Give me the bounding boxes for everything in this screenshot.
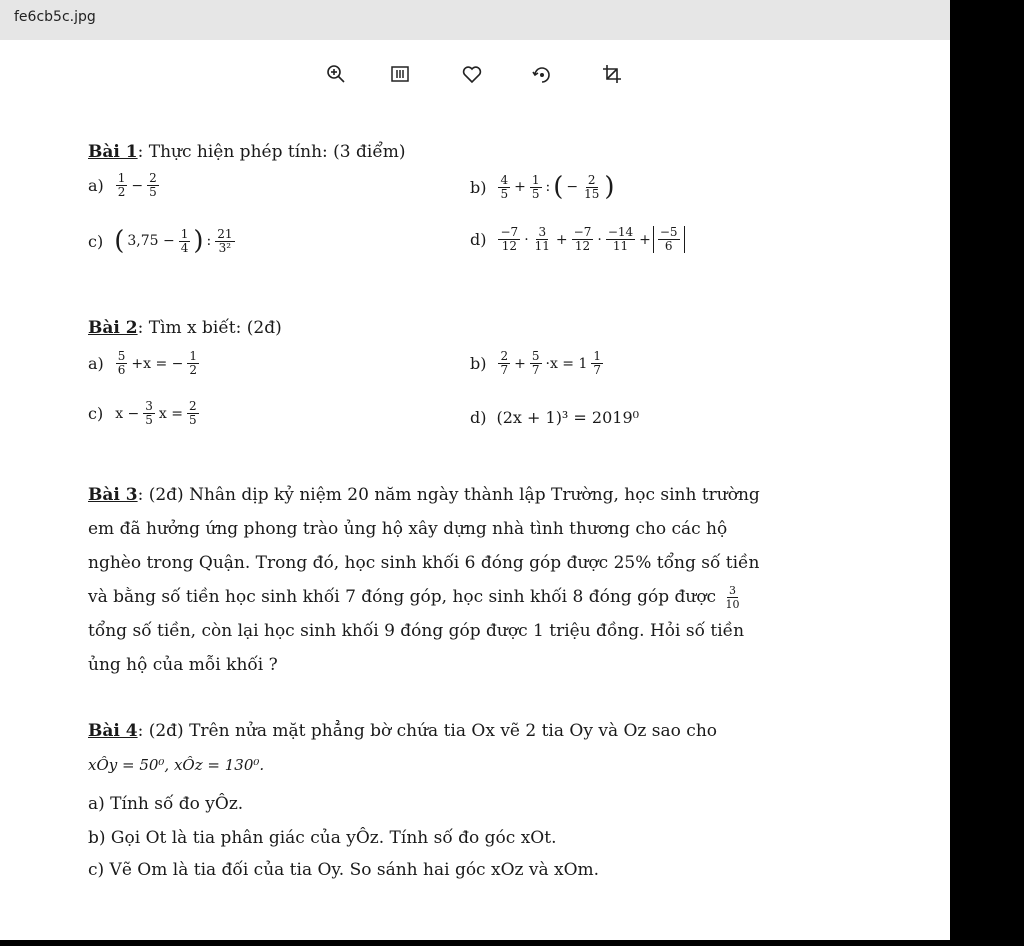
bai4-c: c) Vẽ Om là tia đối của tia Oy. So sánh hai góc xOz và xOm. bbox=[88, 860, 600, 880]
bai1-d: d) $\frac{-7}{12}$ · $\frac{3}{11}$ + $\frac{-7}{12}$ · $\frac{-14}{11}$ + $\frac{-5}{6}$ bbox=[470, 226, 685, 253]
crop-button[interactable] bbox=[594, 56, 630, 92]
bai2-c: c) x − $\frac{3}{5}$ x = $\frac{2}{5}$ bbox=[88, 399, 197, 427]
zoom-in-icon bbox=[324, 62, 348, 86]
bai1-b: b) $\frac{4}{5}$ + $\frac{1}{5}$ : ( − $\frac{2}{15}$ ) bbox=[470, 172, 615, 202]
crop-icon bbox=[600, 62, 624, 86]
heart-icon bbox=[460, 62, 484, 86]
favorite-button[interactable] bbox=[454, 56, 490, 92]
slideshow-button[interactable] bbox=[382, 56, 418, 92]
viewer-toolbar bbox=[318, 56, 638, 92]
bai1-c: c) ( 3,75 − $\frac{1}{4}$ ) : $\frac{21}{\text{3²}}$ bbox=[88, 226, 233, 256]
bai3-paragraph: Bài 3: (2đ) Nhân dịp kỷ niệm 20 năm ngày thành lập Trường, học sinh trường em đã hưởng ứng phong trào ủng hộ xây dựng nhà tình thương cho các hộ nghèo trong Quận. Trong đó, học sinh khối 6 đóng góp được 25% tổng số tiền và bằng số tiền học sinh khối 7 đóng góp, học sinh khối 8 đóng góp được $\frac{3}{10}$ tổng số tiền, còn lại học sinh khối 9 đóng góp được 1 triệu đồng. Hỏi số tiền ủng hộ của mỗi khối ? bbox=[88, 485, 760, 675]
rotate-button[interactable] bbox=[524, 56, 560, 92]
bai2-a: a) $\frac{5}{6}$ +x = − $\frac{1}{2}$ bbox=[88, 349, 198, 377]
bai2-heading: Bài 2: Tìm x biết: (2đ) bbox=[88, 318, 282, 338]
bai2-b: b) $\frac{2}{7}$ + $\frac{5}{7}$ ·x = 1 $\frac{1}{7}$ bbox=[470, 349, 602, 377]
bai4-b: b) Gọi Ot là tia phân giác của yÔz. Tính số đo góc xOt. bbox=[88, 828, 557, 848]
zoom-button[interactable] bbox=[318, 56, 354, 92]
bai1-heading: Bài 1: Thực hiện phép tính: (3 điểm) bbox=[88, 142, 406, 162]
title-bar[interactable] bbox=[0, 0, 950, 40]
bai4-a: a) Tính số đo yÔz. bbox=[88, 794, 244, 814]
window-title: fe6cb5c.jpg bbox=[14, 9, 96, 25]
bai4-paragraph: Bài 4: (2đ) Trên nửa mặt phẳng bờ chứa tia Ox vẽ 2 tia Oy và Oz sao cho xÔy = 50⁰, xÔz = 130⁰. bbox=[88, 721, 717, 774]
rotate-icon bbox=[530, 62, 554, 86]
bai2-d: d) (2x + 1)³ = 2019⁰ bbox=[470, 408, 640, 427]
bai1-a: a) $\frac{1}{2}$ − $\frac{2}{5}$ bbox=[88, 171, 157, 199]
slideshow-icon bbox=[388, 62, 412, 86]
